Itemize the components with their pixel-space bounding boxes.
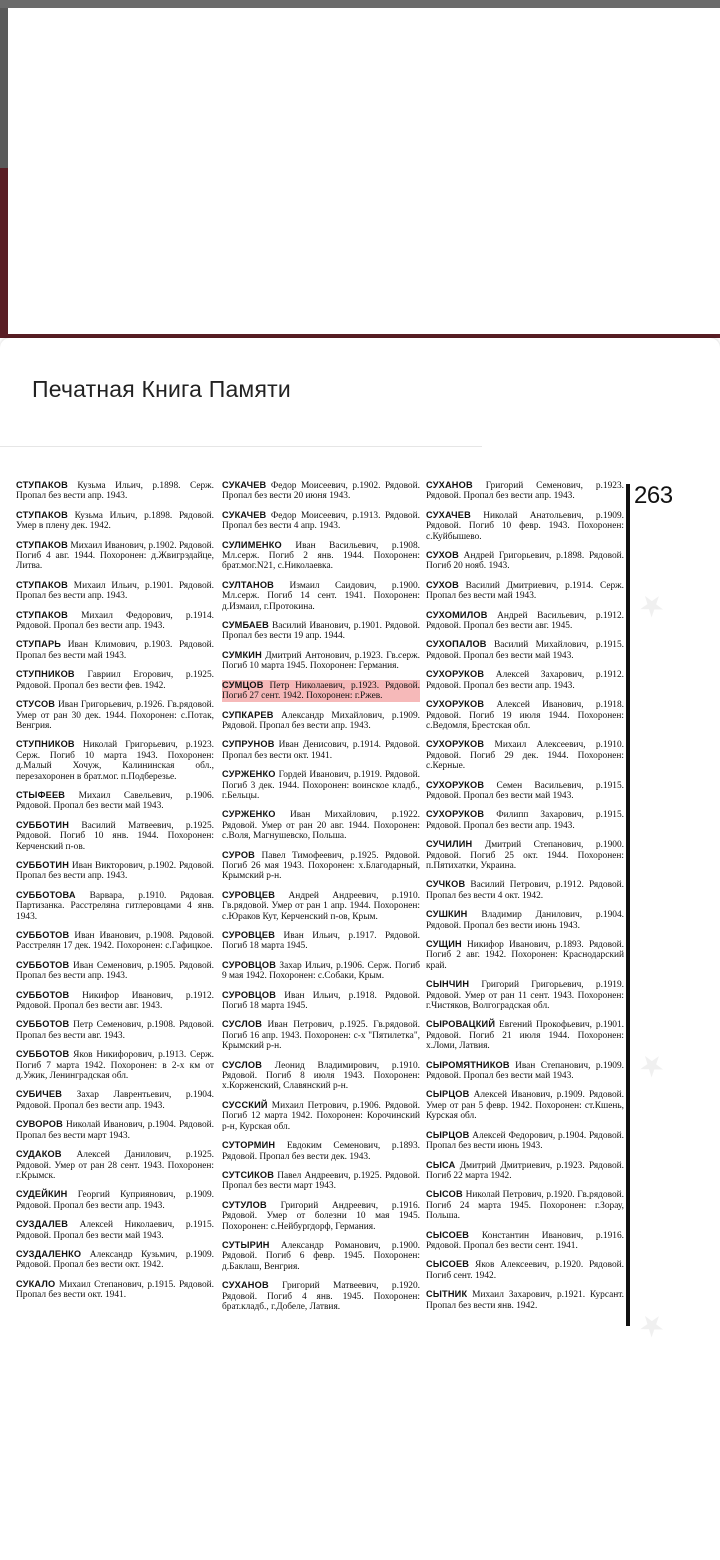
entry-surname: СУДЕЙКИН [16,1189,68,1200]
memorial-entry [222,480,420,502]
entry-surname: СЫРЦОВ [426,1129,470,1140]
entry-details: Иван Ильич, р.1917. Рядовой. Погиб 18 марта 1945. [222,931,420,952]
entry-surname: СУДАКОВ [16,1149,62,1160]
entry-details: Иван Климович, р.1903. Рядовой. Пропал без вести май 1943. [16,640,215,661]
memorial-entry [16,790,214,812]
memorial-entry [16,930,214,952]
memorial-entry [16,1089,214,1111]
entry-details: Николай Петрович, р.1920. Гв.рядовой. Погиб 24 марта 1945. Похоронен: г.Зорау, Польша. [426,1190,624,1222]
memorial-entry [426,610,624,632]
entry-surname: СУХОРУКОВ [426,779,485,790]
memorial-entry [222,540,420,572]
entry-details: Михаил Ильич, р.1901. Рядовой. Пропал без вести апр. 1943. [16,580,214,602]
entry-details: Михаил Алексеевич, р.1910. Рядовой. Погиб 29 дек. 1944. Похоронен: с.Керные. [426,740,624,772]
entry-details: Петр Семенович, р.1908. Рядовой. Пропал без вести авг. 1943. [16,1020,214,1041]
entry-details: Яков Никифорович, р.1913. Серж. Погиб 7 марта 1942. Похоронен: в 2-х км от д.Ужик, Ленинградская обл. [16,1050,215,1082]
entry-details: Кузьма Ильич, р.1898. Рядовой. Умер в плену дек. 1942. [16,510,214,532]
memorial-entry [16,1119,214,1141]
entry-details: Семен Васильевич, р.1915. Рядовой. Пропал без вести май 1943. [426,780,624,801]
memorial-entry [16,960,214,982]
entry-details: Евгений Прокофьевич, р.1901. Рядовой. Погиб 21 июля 1944. Похоронен: х.Ломи, Латвия. [426,1020,625,1052]
entry-details: Николай Анатольевич, р.1909. Рядовой. Погиб 10 февр. 1943. Похоронен: с.Куйбышево. [426,510,624,542]
entry-details: Дмитрий Дмитриевич, р.1923. Рядовой. Погиб 22 марта 1942. [426,1160,625,1181]
entry-details: Иван Иванович, р.1908. Рядовой. Расстрелян 17 дек. 1942. Похоронен: с.Гафицкое. [16,931,215,952]
top-shade [0,0,720,8]
memorial-entry [222,850,420,882]
entry-surname: СУЗДАЛЕНКО [16,1248,82,1259]
entry-surname: СУКАЧЕВ [222,480,267,490]
entry-details: Андрей Андреевич, р.1910. Гв.рядовой. Умер от ран 1 апр. 1944. Похоронен: с.Юраков Кут, Керченский п-ов, Крым. [222,890,421,922]
entry-surname: СУЧИЛИН [426,839,473,850]
sheet-title: Печатная Книга Памяти [32,376,291,402]
entry-details: Иван Григорьевич, р.1926. Гв.рядовой. Умер от ран 30 дек. 1944. Похоронен: с.Потак, Венгрия. [16,700,214,731]
highlighted-entry [222,680,420,702]
memorial-entry [426,939,624,971]
entry-details: Николай Григорьевич, р.1923. Серж. Погиб 10 марта 1943. Похоронен: д.Малый Хочуж, Калининская обл., перезахоронен в брат.мог. п.Подберезье. [16,740,214,782]
entry-details: Александр Романович, р.1900. Рядовой. Погиб 6 февр. 1945. Похоронен: д.Баклаш, Венгрия. [222,1240,420,1272]
entry-details: Андрей Васильевич, р.1912. Рядовой. Пропал без вести авг. 1945. [426,610,624,632]
entry-surname: СЫНЧИН [426,979,470,990]
entry-details: Никифор Иванович, р.1912. Рядовой. Пропал без вести авг. 1943. [16,990,215,1012]
entry-surname: СЫРОМЯТНИКОВ [426,1059,510,1070]
entry-details: Василий Дмитриевич, р.1914. Серж. Пропал без вести май 1943. [426,580,624,602]
memorial-entry [426,979,624,1011]
entry-details: Михаил Степанович, р.1915. Рядовой. Пропал без вести окт. 1941. [16,1279,215,1301]
memorial-entry [222,1140,420,1162]
entry-surname: СТУПНИКОВ [16,739,75,750]
entry-details: Михаил Савельевич, р.1906. Рядовой. Пропал без вести май 1943. [16,790,215,812]
memorial-entry [426,739,624,771]
memorial-entry [426,550,624,572]
entry-surname: СУПКАРЕВ [222,709,274,720]
entry-details: Алексей Иванович, р.1918. Рядовой. Погиб 19 июля 1944. Похоронен: с.Ведомля, Брестская обл. [426,700,625,731]
entry-details: Филипп Захарович, р.1915. Рядовой. Пропал без вести апр. 1943. [426,810,624,831]
entry-surname: СУЩИН [426,939,462,949]
entry-surname: СУХОРУКОВ [426,699,485,710]
entry-surname: СУХОРУКОВ [426,809,485,820]
watermark-star-icon: ★ [633,1306,670,1345]
entry-details: Гавриил Егорович, р.1925. Рядовой. Пропал без вести фев. 1942. [16,670,215,691]
entry-surname: СУКАЛО [16,1278,56,1289]
entry-surname: СЫСОЕВ [426,1259,470,1270]
entry-details: Павел Андреевич, р.1925. Рядовой. Пропал без вести март 1943. [222,1170,421,1192]
entry-surname: СУТЫРИН [222,1239,270,1250]
entry-surname: СТУСОВ [16,699,56,710]
memorial-entry [222,930,420,952]
entry-details: Григорий Андреевич, р.1916. Рядовой. Умер от болезни 10 мая 1945. Похоронен: с.Нейбургдорф, Германия. [222,1200,421,1232]
memorial-entry [16,739,214,782]
entry-details: Иван Петрович, р.1925. Гв.рядовой. Погиб 16 апр. 1943. Похоронен: с-х "Пятилетка", Крымский р-н. [222,1020,420,1052]
entry-details: Иван Михайлович, р.1922. Рядовой. Умер от ран 20 авг. 1944. Похоронен: с.Воля, Магнушевско, Польша. [222,810,421,842]
entry-surname: СУТСИКОВ [222,1169,275,1180]
memorial-entry [222,1280,420,1312]
memorial-entry [222,710,420,732]
entry-surname: СУПРУНОВ [222,739,275,750]
memorial-entry [426,1160,624,1182]
memorial-entry [222,990,420,1012]
entry-surname: СУРОВЦЕВ [222,930,276,940]
entry-details: Иван Васильевич, р.1908. Мл.серж. Погиб 2 янв. 1944. Похоронен: брат.мог.N21, с.Николаевка. [222,540,420,572]
entry-surname: СУТУЛОВ [222,1199,267,1210]
entry-details: Гордей Иванович, р.1919. Рядовой. Погиб 3 дек. 1944. Похоронен: воинское кладб., г.Бельцы. [222,770,420,801]
memorial-entry [426,1189,624,1221]
entry-surname: СУБИЧЕВ [16,1089,63,1100]
memorial-entry [426,639,624,661]
entry-surname: СЫРЦОВ [426,1089,470,1100]
sheet-divider [0,446,482,447]
entry-surname: СУЛИМЕНКО [222,539,282,550]
entry-details: Павел Тимофеевич, р.1925. Рядовой. Погиб 26 мая 1943. Похоронен: х.Благодарный, Крымский р-н. [222,850,420,882]
entry-details: Алексей Данилович, р.1925. Рядовой. Умер от ран 28 сент. 1943. Похоронен: г.Крымск. [16,1150,214,1181]
page-column-2 [222,480,420,1320]
memorial-entry [426,1130,624,1152]
memorial-entry [426,1230,624,1252]
entry-surname: СУТОРМИН [222,1140,276,1151]
entry-surname: СУЗДАЛЕВ [16,1219,69,1230]
entry-surname: СТУПАКОВ [16,579,68,590]
entry-surname: СУРОВ [222,849,256,860]
entry-details: Дмитрий Степанович, р.1900. Рядовой. Погиб 25 окт. 1944. Похоронен: п.Пятихатки, Украина. [426,840,624,871]
entry-surname: СУХОМИЛОВ [426,609,488,620]
entry-surname: СУХОПАЛОВ [426,639,487,650]
memorial-entry [426,780,624,802]
memorial-entry [16,1019,214,1041]
memorial-entry [426,909,624,931]
memorial-entry [222,1100,420,1132]
page-edge-rule [626,484,630,1326]
entry-surname: СУХОВ [426,579,459,590]
page-column-3 [426,480,624,1319]
memorial-entry [426,669,624,691]
entry-surname: СУРЖЕНКО [222,809,276,820]
entry-details: Федор Моисеевич, р.1913. Рядовой. Пропал без вести 4 апр. 1943. [222,510,420,532]
entry-surname: СЫСОЕВ [426,1229,470,1240]
entry-details: Измаил Саидович, р.1900. Мл.серж. Погиб 14 сент. 1941. Похоронен: д.Измаил, г.Протокина. [222,580,420,612]
memorial-entry [222,580,420,612]
memorial-entry [16,1279,214,1301]
entry-details: Алексей Николаевич, р.1915. Рядовой. Пропал без вести май 1943. [16,1220,214,1241]
entry-surname: СУББОТОВ [16,989,70,1000]
memorial-entry [426,1019,624,1051]
memorial-entry [16,1219,214,1241]
page-number: 263 [634,482,673,509]
entry-details: Иван Викторович, р.1902. Рядовой. Пропал без вести апр. 1943. [16,860,214,882]
entry-details: Григорий Матвеевич, р.1920. Рядовой. Погиб 4 янв. 1945. Похоронен: брат.кладб., г.Добеле, Латвия. [222,1281,421,1312]
entry-details: Михаил Иванович, р.1902. Рядовой. Погиб 4 авг. 1944. Похоронен: д.Жвигрэдайце, Литва. [16,540,214,572]
memorial-entry [222,890,420,922]
entry-surname: СУКАЧЕВ [222,509,267,520]
entry-surname: СЫСА [426,1159,456,1170]
memorial-entry [222,960,420,982]
entry-surname: СТУПАРЬ [16,639,62,650]
entry-surname: СТУПАКОВ [16,609,68,620]
entry-details: Николай Иванович, р.1904. Рядовой. Пропал без вести март 1943. [16,1120,214,1141]
entry-surname: СУББОТОВ [16,930,70,940]
memorial-entry [16,480,214,502]
entry-details: Алексей Федорович, р.1904. Рядовой. Пропал без вести июнь 1943. [426,1130,625,1152]
watermark-star-icon: ★ [633,586,670,625]
entry-details: Алексей Иванович, р.1909. Рядовой. Умер от ран 5 февр. 1942. Похоронен: ст.Кшень, Курская обл. [426,1090,624,1122]
entry-surname: СУМБАЕВ [222,620,269,631]
entry-surname: СУРЖЕНКО [222,769,276,780]
memorial-entry [222,809,420,841]
entry-details: Владимир Данилович, р.1904. Рядовой. Пропал без вести июнь 1943. [426,910,624,931]
memorial-entry [222,1019,420,1051]
memorial-entry [426,480,624,502]
entry-details: Василий Петрович, р.1912. Рядовой. Пропал без вести 4 окт. 1942. [426,880,624,901]
entry-surname: СУСЛОВ [222,1059,263,1070]
entry-details: Захар Ильич, р.1906. Серж. Погиб 9 мая 1942. Похоронен: с.Собаки, Крым. [222,960,420,982]
entry-details: Леонид Владимирович, р.1910. Рядовой. Погиб 8 июля 1943. Похоронен: х.Корженский, Славянский р-н. [222,1060,420,1092]
entry-surname: СУББОТОВА [16,889,76,900]
memorial-entry [222,739,420,761]
memorial-entry [426,1259,624,1281]
entry-details: Иван Денисович, р.1914. Рядовой. Пропал без вести окт. 1941. [222,740,421,761]
memorial-entry [222,510,420,532]
entry-surname: СУМКИН [222,649,262,660]
memorial-entry [16,1189,214,1211]
memorial-entry [16,1149,214,1181]
entry-details: Дмитрий Антонович, р.1923. Гв.серж. Погиб 10 марта 1945. Похоронен: Германия. [222,650,421,672]
entry-surname: СТУПАКОВ [16,480,68,490]
entry-details: Михаил Петрович, р.1906. Рядовой. Погиб 12 марта 1942. Похоронен: Корочинский р-н, Курская обл. [222,1100,420,1132]
entry-details: Иван Ильич, р.1918. Рядовой. Погиб 18 марта 1945. [222,990,420,1012]
entry-details: Александр Михайлович, р.1909. Рядовой. Пропал без вести апр. 1943. [222,710,420,731]
entry-surname: СУХОРУКОВ [426,669,485,680]
entry-surname: СУШКИН [426,909,468,920]
entry-surname: СТУПНИКОВ [16,669,75,680]
memorial-entry [16,540,214,572]
entry-details: Иван Степанович, р.1909. Рядовой. Пропал без вести май 1943. [426,1060,624,1082]
memorial-entry [426,699,624,731]
entry-surname: СТЫФЕЕВ [16,789,66,800]
entry-surname: СУББОТИН [16,819,70,830]
entry-details: Андрей Григорьевич, р.1898. Рядовой. Погиб 20 нояб. 1943. [426,551,624,572]
entry-surname: СЫРОВАЦКИЙ [426,1019,496,1030]
memorial-entry [16,1249,214,1271]
entry-surname: СУХОРУКОВ [426,739,485,750]
memorial-entry [16,669,214,691]
entry-surname: СТУПАКОВ [16,539,68,550]
entry-details: Константин Иванович, р.1916. Рядовой. Пропал без вести сент. 1941. [426,1230,624,1251]
memorial-entry [426,839,624,871]
watermark-star-icon: ★ [633,1046,670,1085]
entry-details: Александр Кузьмич, р.1909. Рядовой. Пропал без вести окт. 1942. [16,1249,214,1271]
entry-details: Евдоким Семенович, р.1893. Рядовой. Пропал без вести дек. 1943. [222,1141,421,1162]
memorial-entry [222,1060,420,1092]
memorial-entry [222,769,420,801]
memorial-entry [16,580,214,602]
entry-details: Михаил Захарович, р.1921. Курсант. Пропал без вести янв. 1942. [426,1290,625,1311]
entry-surname: СУББОТОВ [16,1019,70,1030]
entry-surname: СУББОТОВ [16,959,70,970]
entry-surname: СУВОРОВ [16,1119,63,1130]
entry-details: Григорий Семенович, р.1923. Рядовой. Пропал без вести апр. 1943. [426,481,624,502]
entry-surname: СУХОВ [426,550,459,561]
entry-surname: СУХАЧЕВ [426,509,471,520]
memorial-entry [16,990,214,1012]
memorial-entry [426,809,624,831]
memorial-entry [16,890,214,922]
entry-surname: СУРОВЦЕВ [222,889,276,900]
entry-details: Георгий Куприянович, р.1909. Рядовой. Пропал без вести апр. 1943. [16,1190,214,1211]
entry-details: Федор Моисеевич, р.1902. Рядовой. Пропал без вести 20 июня 1943. [222,481,420,502]
memorial-entry [16,699,214,731]
memorial-entry [16,860,214,882]
entry-surname: СУББОТОВ [16,1049,70,1060]
entry-details: Василий Михайлович, р.1915. Рядовой. Пропал без вести май 1943. [426,640,624,661]
memorial-entry [222,1200,420,1232]
book-page-scan[interactable] [12,480,632,1340]
memorial-entry [16,510,214,532]
memorial-entry [222,650,420,672]
memorial-entry [426,1289,624,1311]
entry-surname: СЫТНИК [426,1289,468,1300]
memorial-entry [16,1049,214,1081]
memorial-entry [222,1240,420,1272]
memorial-entry [222,620,420,642]
entry-details: Яков Алексеевич, р.1920. Рядовой. Погиб сент. 1942. [426,1260,625,1281]
memorial-entry [426,1089,624,1121]
memorial-entry [426,510,624,542]
entry-surname: СУСЛОВ [222,1019,263,1030]
entry-details: Варвара, р.1910. Рядовая. Партизанка. Расстреляна гитлеровцами 4 янв. 1943. [16,890,214,922]
memorial-entry [426,1060,624,1082]
entry-surname: СУМЦОВ [222,679,264,690]
background-card [8,8,720,334]
memorial-entry [16,639,214,661]
entry-surname: СУББОТИН [16,859,70,870]
entry-surname: СУЛТАНОВ [222,579,275,590]
entry-details: Никифор Иванович, р.1893. Рядовой. Погиб 2 авг. 1942. Похоронен: Краснодарский край. [426,940,624,971]
page-column-1 [16,480,214,1309]
entry-details: Петр Николаевич, р.1923. Рядовой. Погиб 27 сент. 1942. Похоронен: г.Ржев. [222,680,420,702]
entry-surname: СЫСОВ [426,1189,463,1200]
memorial-entry [426,580,624,602]
entry-details: Кузьма Ильич, р.1898. Серж. Пропал без вести апр. 1943. [16,481,214,502]
memorial-entry [16,820,214,852]
entry-surname: СУЧКОВ [426,879,466,890]
entry-details: Василий Матвеевич, р.1925. Рядовой. Погиб 10 янв. 1944. Похоронен: Керченский п-ов. [16,820,214,852]
memorial-entry [16,610,214,632]
entry-surname: СУХАНОВ [222,1280,269,1291]
entry-details: Григорий Григорьевич, р.1919. Рядовой. Умер от ран 11 сент. 1943. Похоронен: г.Чистяков, Волгоградская обл. [426,980,625,1012]
entry-details: Михаил Федорович, р.1914. Рядовой. Пропал без вести апр. 1943. [16,610,214,632]
entry-details: Алексей Захарович, р.1912. Рядовой. Пропал без вести апр. 1943. [426,670,624,691]
entry-details: Василий Иванович, р.1901. Рядовой. Пропал без вести 19 апр. 1944. [222,621,420,642]
entry-details: Захар Лаврентьевич, р.1904. Рядовой. Пропал без вести апр. 1943. [16,1090,214,1111]
entry-surname: СУХАНОВ [426,480,473,490]
entry-details: Иван Семенович, р.1905. Рядовой. Пропал без вести апр. 1943. [16,960,215,982]
memorial-entry [426,879,624,901]
memorial-entry [222,1170,420,1192]
entry-surname: СУРОВЦОВ [222,959,277,970]
entry-surname: СУССКИЙ [222,1099,268,1110]
entry-surname: СТУПАКОВ [16,509,68,520]
entry-surname: СУРОВЦОВ [222,989,277,1000]
